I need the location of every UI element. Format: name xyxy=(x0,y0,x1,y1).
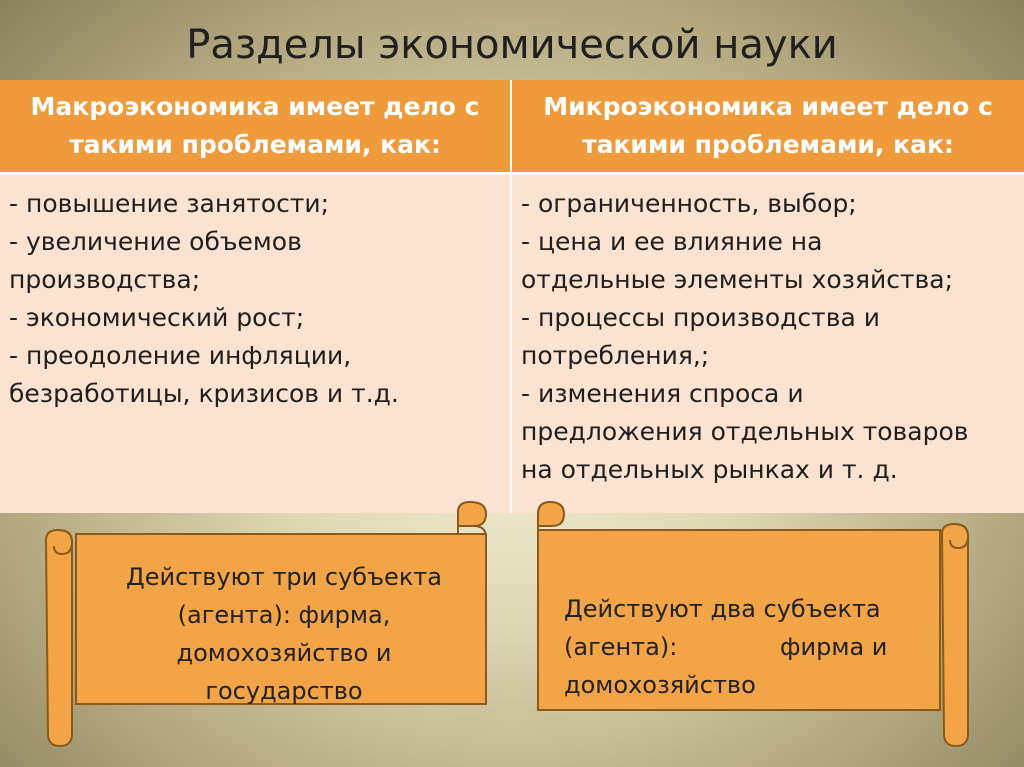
list-item: производства; xyxy=(9,265,201,294)
comparison-table xyxy=(0,80,1024,513)
header-line: такими проблемами, как: xyxy=(69,130,441,159)
scroll-line: домохозяйство и xyxy=(176,639,392,667)
scroll-three-agents xyxy=(40,500,500,750)
scroll-two-agents xyxy=(530,500,980,750)
header-line: такими проблемами, как: xyxy=(582,130,954,159)
list-item: на отдельных рынках и т. д. xyxy=(521,455,898,484)
column-divider xyxy=(510,80,512,513)
list-item: - увеличение объемов xyxy=(9,227,302,256)
list-item: - повышение занятости; xyxy=(9,189,330,218)
list-item: - процессы производства и xyxy=(521,303,880,332)
list-item: безработицы, кризисов и т.д. xyxy=(9,379,399,408)
scroll-text xyxy=(564,590,924,704)
list-item: - ограниченность, выбор; xyxy=(521,189,857,218)
slide-title: Разделы экономической науки xyxy=(186,22,838,68)
list-item: предложения отдельных товаров xyxy=(521,417,969,446)
list-item: - изменения спроса и xyxy=(521,379,804,408)
list-item: потребления,; xyxy=(521,341,710,370)
micro-problems-cell xyxy=(512,172,1024,513)
list-item: - преодоление инфляции, xyxy=(9,341,352,370)
scroll-line xyxy=(564,628,924,666)
list-item: - экономический рост; xyxy=(9,303,305,332)
scroll-line: Действуют два субъекта xyxy=(564,595,881,623)
scroll-line: домохозяйство xyxy=(564,671,756,699)
header-line: Макроэкономика имеет дело с xyxy=(30,92,480,121)
header-microeconomics xyxy=(512,80,1024,172)
scroll-line: (агента): фирма, xyxy=(177,601,391,629)
scroll-fragment: фирма и xyxy=(780,633,888,661)
scroll-text xyxy=(86,558,482,710)
scroll-line: государство xyxy=(205,677,363,705)
list-item: - цена и ее влияние на xyxy=(521,227,823,256)
list-item: отдельные элементы хозяйства; xyxy=(521,265,954,294)
macro-problems-cell xyxy=(0,172,510,513)
header-line: Микроэкономика имеет дело с xyxy=(543,92,993,121)
scroll-fragment: (агента): xyxy=(564,633,678,661)
header-macroeconomics xyxy=(0,80,510,172)
scroll-line: Действуют три субъекта xyxy=(126,563,442,591)
